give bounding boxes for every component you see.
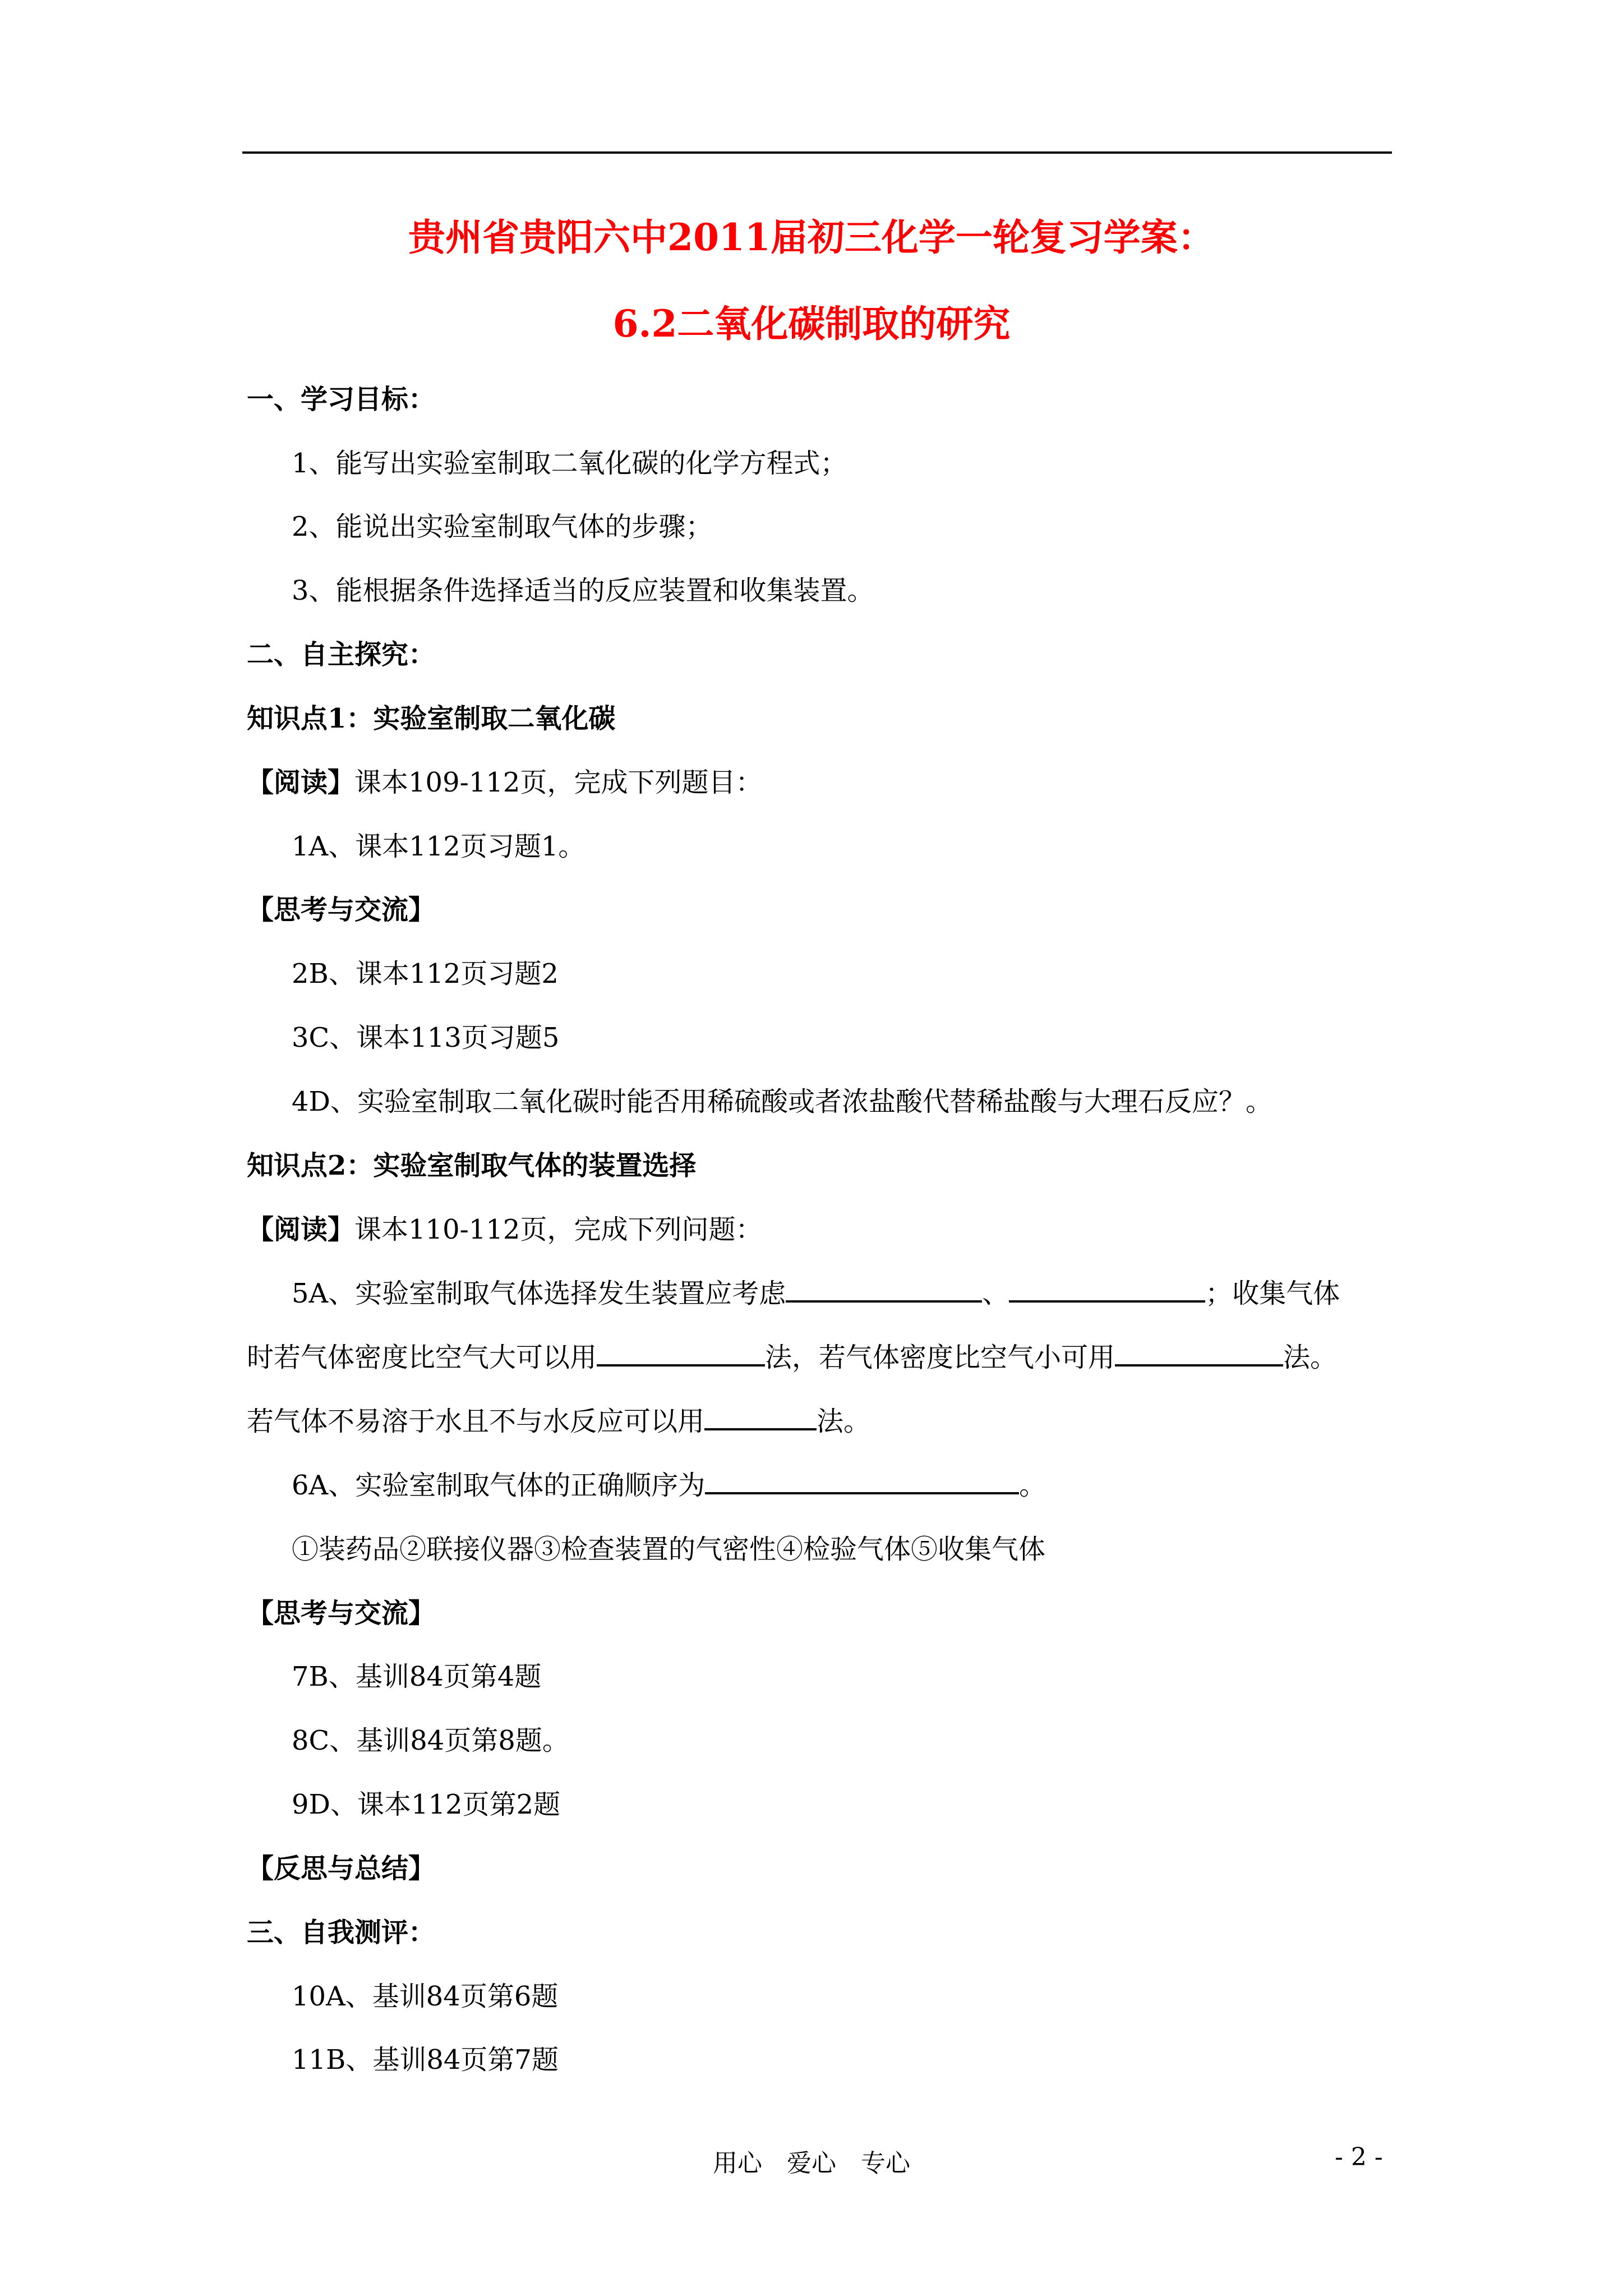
document-title-line1: 贵州省贵阳六中2011届初三化学一轮复习学案： [408,215,1215,259]
footer-motto: 用心 爱心 专心 [713,2149,910,2178]
knowledge-point-2-heading: 知识点2：实验室制取气体的装置选择 [247,1150,697,1181]
think-discuss-heading-1: 【思考与交流】 [247,894,436,926]
question-6a [292,1467,1046,1503]
answer-blank[interactable] [705,1469,1019,1494]
question-item: 2B、课本112页习题2 [292,958,559,990]
question-item: 10A、基训84页第6题 [292,1981,559,2012]
read-instruction-2 [247,1212,762,1248]
goal-item: 2、能说出实验室制取气体的步骤； [292,511,713,542]
question-text: 、 [982,1278,1009,1309]
question-6a-options: ①装药品②联接仪器③检查装置的气密性④检验气体⑤收集气体 [292,1534,1046,1565]
section-heading-explore: 二、自主探究： [247,639,436,670]
question-text: 法。 [817,1406,871,1437]
question-item: 3C、课本113页习题5 [292,1022,560,1053]
question-item: 4D、实验室制取二氧化碳时能否用稀硫酸或者浓盐酸代替稀盐酸与大理石反应？。 [292,1086,1273,1117]
question-5a-line3 [247,1404,870,1439]
question-text: 6A、实验室制取气体的正确顺序为 [292,1470,706,1501]
goal-item: 3、能根据条件选择适当的反应装置和收集装置。 [292,575,874,606]
question-text: 法。 [1283,1342,1338,1373]
question-item: 7B、基训84页第4题 [292,1661,542,1692]
question-item: 9D、课本112页第2题 [292,1789,561,1820]
question-item: 11B、基训84页第7题 [292,2044,559,2076]
header-rule [242,151,1392,154]
answer-blank[interactable] [704,1405,817,1430]
answer-blank[interactable] [1115,1341,1283,1366]
read-tag: 【阅读】 [247,767,355,798]
document-title-line2: 6.2二氧化碳制取的研究 [612,302,1011,346]
read-text: 课本109-112页，完成下列题目： [354,767,763,798]
knowledge-point-1-heading: 知识点1：实验室制取二氧化碳 [247,703,616,734]
question-text: ；收集气体 [1205,1278,1340,1309]
question-1a: 1A、课本112页习题1。 [292,831,585,862]
answer-blank[interactable] [786,1277,982,1303]
answer-blank[interactable] [597,1341,765,1366]
read-tag: 【阅读】 [247,1214,355,1245]
question-text: 。 [1019,1470,1046,1501]
question-5a-line1 [292,1276,1340,1312]
question-text: 法，若气体密度比空气小可用 [765,1342,1115,1373]
question-5a-line2 [247,1340,1337,1375]
page-number: - 2 - [1335,2143,1383,2171]
goal-item: 1、能写出实验室制取二氧化碳的化学方程式； [292,448,847,479]
reflect-summary-heading: 【反思与总结】 [247,1853,436,1884]
question-text: 时若气体密度比空气大可以用 [247,1342,597,1373]
question-text: 5A、实验室制取气体选择发生装置应考虑 [292,1278,786,1309]
read-text: 课本110-112页，完成下列问题： [354,1214,763,1245]
section-heading-self-test: 三、自我测评： [247,1917,436,1948]
answer-blank[interactable] [1009,1277,1205,1303]
question-item: 8C、基训84页第8题。 [292,1725,569,1756]
read-instruction-1 [247,765,762,800]
think-discuss-heading-2: 【思考与交流】 [247,1598,436,1629]
section-heading-goals: 一、学习目标： [247,384,436,415]
question-text: 若气体不易溶于水且不与水反应可以用 [247,1406,705,1437]
